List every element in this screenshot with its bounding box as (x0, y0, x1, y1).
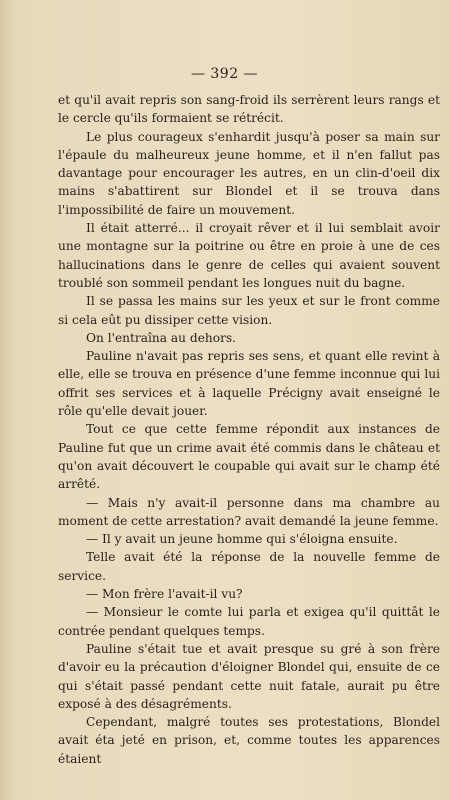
paragraph: Telle avait été la réponse de la nouvelle femme de service. (58, 550, 440, 583)
paragraph: Il était atterré... il croyait rêver et il lui semblait avoir une montagne sur la poitrine ou être en proie à une de ces hallucinations dans le genre de celles qui avaient souvent troublé son sommeil pendant les longues nuit du bagne. (58, 221, 440, 290)
paragraph: Tout ce que cette femme répondit aux instances de Pauline fut que un crime avait été commis dans le château et qu'on avait découvert le coupable qui avait sur le champ été arrêté. (58, 422, 440, 492)
paragraph: — Il y avait un jeune homme qui s'éloigna ensuite. (86, 532, 398, 547)
paragraph: Pauline n'avait pas repris ses sens, et quant elle revint à elle, elle se trouva en présence d'une femme inconnue qui lui offrit ses services et à laquelle Précigny avait enseigné le rôle qu'elle devait jouer. (58, 349, 440, 419)
page-number: — 392 — (190, 66, 259, 82)
paragraph: Cependant, malgré toutes ses protestations, Blondel avait éta jeté en prison, et, comme toutes les apparences étaient (58, 715, 440, 766)
body-text (58, 91, 440, 768)
paragraph: Le plus courageux s'enhardit jusqu'à poser sa main sur l'épaule du malheureux jeune homme, et il n'en fallut pas davantage pour encourager les autres, en un clin-d'oeil dix mains s'abattirent sur Blondel et il se trouva dans l'impossibilité de faire un mouvement. (58, 129, 440, 217)
paragraph: — Mon frère l'avait-il vu? (86, 587, 243, 602)
paragraph: et qu'il avait repris son sang-froid ils serrèrent leurs rangs et le cercle qu'ils formaient se rétrécit. (58, 93, 440, 126)
paragraph: — Monsieur le comte lui parla et exigea qu'il quittât le contrée pendant quelques temps. (58, 605, 440, 638)
paragraph: Pauline s'était tue et avait presque su gré à son frère d'avoir eu la précaution d'éloigner Blondel qui, ensuite de ce qui s'était passé pendant cette nuit fatale, aurait pu être exposé à des désagréments. (58, 641, 440, 711)
paragraph: On l'entraîna au dehors. (86, 330, 237, 345)
paragraph: Il se passa les mains sur les yeux et sur le front comme si cela eût pu dissiper cette vision. (58, 294, 440, 327)
paragraph: — Mais n'y avait-il personne dans ma chambre au moment de cette arrestation? avait demandé la jeune femme. (58, 495, 440, 528)
